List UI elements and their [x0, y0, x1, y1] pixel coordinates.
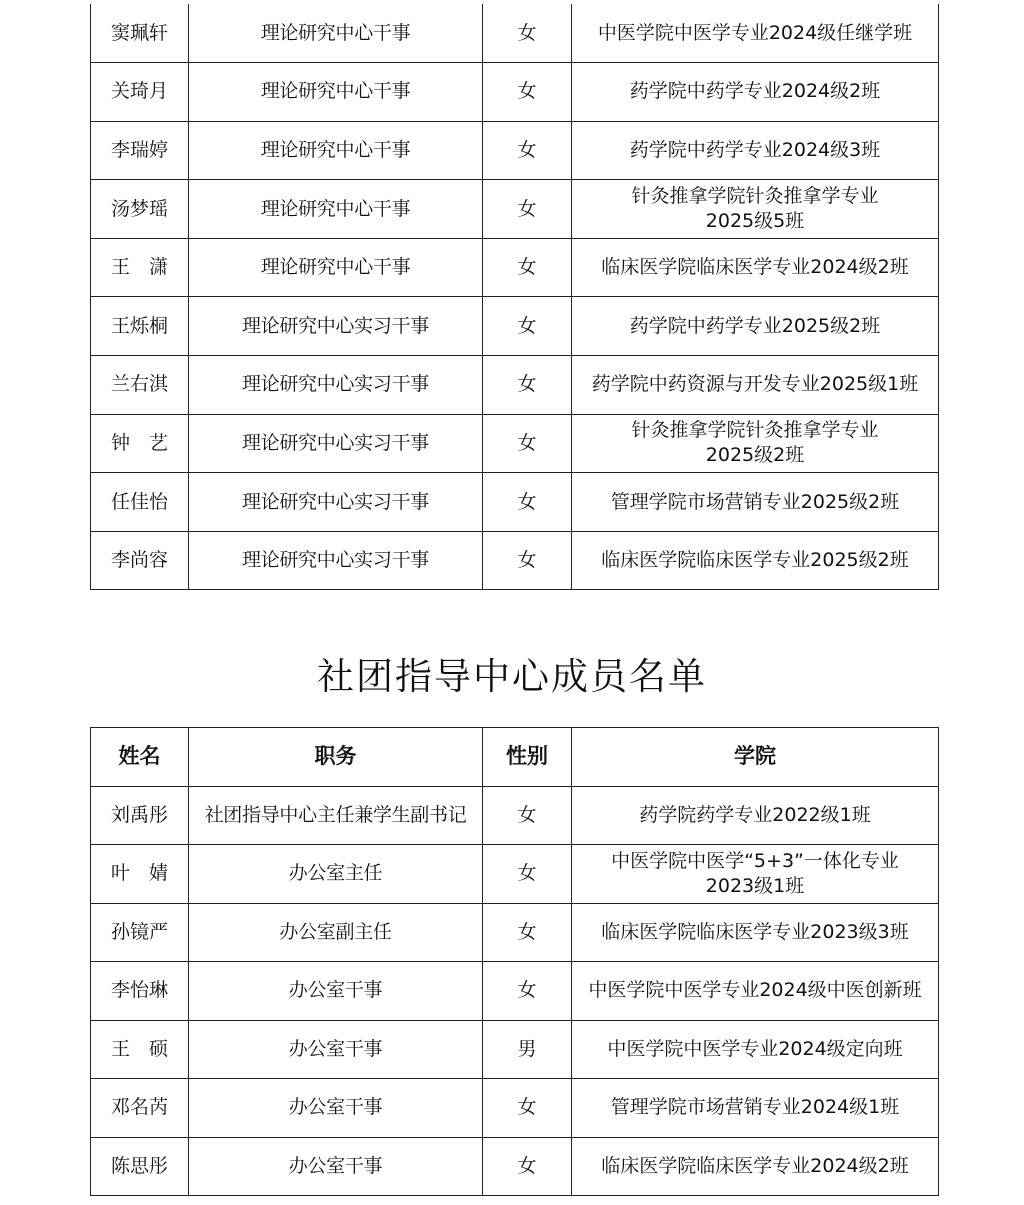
member-name: 兰右淇 [91, 356, 189, 415]
member-college: 临床医学院临床医学专业2024级2班 [572, 1137, 939, 1196]
member-position: 社团指导中心主任兼学生副书记 [189, 786, 483, 845]
roster-table-theory-center [90, 4, 939, 590]
member-position: 理论研究中心干事 [189, 63, 483, 122]
member-position: 办公室干事 [189, 1020, 483, 1079]
table-row [91, 414, 939, 473]
member-position: 理论研究中心实习干事 [189, 356, 483, 415]
member-gender: 女 [483, 4, 572, 63]
member-gender: 女 [483, 63, 572, 122]
table-row [91, 121, 939, 180]
member-name: 李怡琳 [91, 962, 189, 1021]
header-gender: 性别 [483, 728, 572, 787]
member-position: 理论研究中心实习干事 [189, 297, 483, 356]
member-name: 任佳怡 [91, 473, 189, 532]
table-row [91, 63, 939, 122]
member-position: 理论研究中心实习干事 [189, 473, 483, 532]
member-college: 药学院药学专业2022级1班 [572, 786, 939, 845]
member-gender: 女 [483, 845, 572, 904]
table-row [91, 297, 939, 356]
table-row [91, 1137, 939, 1196]
member-college: 药学院中药学专业2024级2班 [572, 63, 939, 122]
member-gender: 女 [483, 531, 572, 590]
member-gender: 女 [483, 1137, 572, 1196]
member-name: 钟 艺 [91, 414, 189, 473]
member-gender: 女 [483, 180, 572, 239]
member-position: 理论研究中心干事 [189, 121, 483, 180]
member-college: 针灸推拿学院针灸推拿学专业 2025级5班 [572, 180, 939, 239]
member-college: 中医学院中医学专业2024级定向班 [572, 1020, 939, 1079]
table-row [91, 786, 939, 845]
member-name: 邓名芮 [91, 1079, 189, 1138]
member-gender: 女 [483, 786, 572, 845]
member-name: 李尚容 [91, 531, 189, 590]
member-college: 药学院中药资源与开发专业2025级1班 [572, 356, 939, 415]
member-position: 办公室干事 [189, 1137, 483, 1196]
member-college: 临床医学院临床医学专业2025级2班 [572, 531, 939, 590]
table-row [91, 903, 939, 962]
header-position: 职务 [189, 728, 483, 787]
member-name: 叶 婧 [91, 845, 189, 904]
table-row [91, 962, 939, 1021]
table-row [91, 356, 939, 415]
member-gender: 女 [483, 238, 572, 297]
table-header-row [91, 728, 939, 787]
member-gender: 女 [483, 473, 572, 532]
member-name: 汤梦瑶 [91, 180, 189, 239]
member-college: 药学院中药学专业2025级2班 [572, 297, 939, 356]
member-gender: 女 [483, 297, 572, 356]
table-row [91, 4, 939, 63]
table-row [91, 473, 939, 532]
member-position: 办公室干事 [189, 1079, 483, 1138]
member-position: 理论研究中心实习干事 [189, 531, 483, 590]
member-position: 理论研究中心干事 [189, 4, 483, 63]
member-name: 王 潇 [91, 238, 189, 297]
member-gender: 女 [483, 962, 572, 1021]
section-title: 社团指导中心成员名单 [317, 655, 707, 698]
member-name: 李瑞婷 [91, 121, 189, 180]
member-position: 办公室副主任 [189, 903, 483, 962]
member-position: 办公室干事 [189, 962, 483, 1021]
member-college: 药学院中药学专业2024级3班 [572, 121, 939, 180]
member-gender: 女 [483, 903, 572, 962]
table-row [91, 180, 939, 239]
member-name: 陈思彤 [91, 1137, 189, 1196]
member-college: 临床医学院临床医学专业2024级2班 [572, 238, 939, 297]
member-name: 刘禹彤 [91, 786, 189, 845]
member-college: 临床医学院临床医学专业2023级3班 [572, 903, 939, 962]
member-name: 王 硕 [91, 1020, 189, 1079]
member-college: 中医学院中医学专业2024级任继学班 [572, 4, 939, 63]
member-gender: 女 [483, 1079, 572, 1138]
table-row [91, 845, 939, 904]
member-position: 理论研究中心实习干事 [189, 414, 483, 473]
member-college: 中医学院中医学专业2024级中医创新班 [572, 962, 939, 1021]
table-row [91, 238, 939, 297]
member-gender: 女 [483, 356, 572, 415]
member-gender: 女 [483, 121, 572, 180]
member-position: 理论研究中心干事 [189, 238, 483, 297]
member-name: 关琦月 [91, 63, 189, 122]
table-row [91, 1079, 939, 1138]
member-name: 窦珮轩 [91, 4, 189, 63]
member-college: 管理学院市场营销专业2025级2班 [572, 473, 939, 532]
member-position: 理论研究中心干事 [189, 180, 483, 239]
member-college: 中医学院中医学“5+3”一体化专业 2023级1班 [572, 845, 939, 904]
table-row [91, 531, 939, 590]
header-college: 学院 [572, 728, 939, 787]
member-position: 办公室主任 [189, 845, 483, 904]
member-gender: 女 [483, 414, 572, 473]
roster-table-club-guidance-center [90, 727, 939, 1196]
member-name: 孙镜严 [91, 903, 189, 962]
member-college: 针灸推拿学院针灸推拿学专业 2025级2班 [572, 414, 939, 473]
table-row [91, 1020, 939, 1079]
header-name: 姓名 [91, 728, 189, 787]
member-college: 管理学院市场营销专业2024级1班 [572, 1079, 939, 1138]
member-gender: 男 [483, 1020, 572, 1079]
member-name: 王烁桐 [91, 297, 189, 356]
